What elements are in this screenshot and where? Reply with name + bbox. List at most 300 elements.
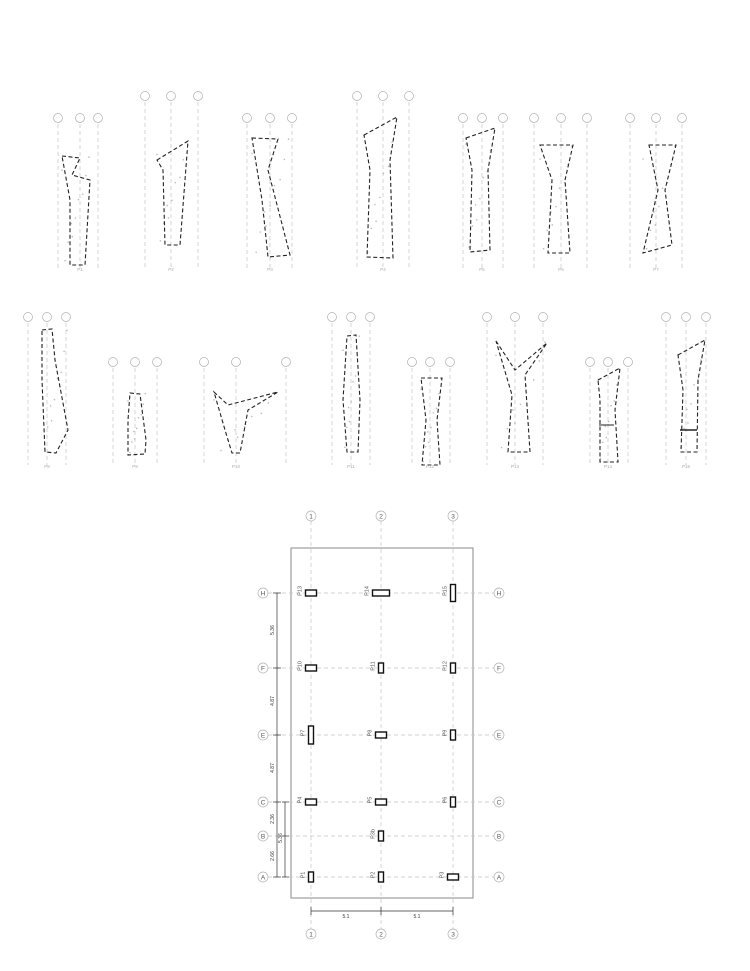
pier-outline xyxy=(598,368,620,462)
axis-bubble xyxy=(557,114,566,123)
construction-mark xyxy=(690,403,692,405)
axis-bubble xyxy=(626,114,635,123)
construction-mark xyxy=(533,379,535,381)
construction-mark xyxy=(288,138,290,140)
pier-label: P11 xyxy=(370,661,377,671)
construction-mark xyxy=(129,452,131,454)
pier-outline xyxy=(364,117,397,258)
pier-P12 xyxy=(443,661,456,673)
axis-bubble-label: 2 xyxy=(379,513,383,521)
axis-bubble-top-3 xyxy=(448,511,458,521)
axis-bubble xyxy=(43,313,52,322)
construction-mark xyxy=(383,173,385,175)
axis-bubble xyxy=(347,313,356,322)
construction-mark xyxy=(70,223,72,225)
construction-mark xyxy=(156,154,158,156)
construction-mark xyxy=(264,211,266,213)
pier-label: P15 xyxy=(442,586,449,596)
construction-mark xyxy=(697,378,699,380)
construction-mark xyxy=(251,153,253,155)
axis-bubble xyxy=(583,114,592,123)
construction-mark xyxy=(600,457,602,459)
construction-mark xyxy=(551,224,553,226)
elevation-P7 xyxy=(626,114,687,273)
construction-mark xyxy=(51,420,53,422)
construction-mark xyxy=(261,413,263,415)
axis-bubble-right-B xyxy=(494,831,504,841)
axis-bubble xyxy=(54,114,63,123)
pier-outline xyxy=(214,392,278,453)
axis-bubble-left-B xyxy=(258,831,268,841)
construction-mark xyxy=(179,177,181,179)
construction-mark xyxy=(428,442,430,444)
axis-bubble xyxy=(586,358,595,367)
pier-P15 xyxy=(443,585,456,602)
construction-mark xyxy=(539,360,541,362)
pier-outline xyxy=(252,138,290,257)
axis-bubble xyxy=(446,358,455,367)
pier-P14 xyxy=(365,586,390,596)
construction-mark xyxy=(344,447,346,449)
axis-bubble xyxy=(530,114,539,123)
axis-bubble xyxy=(200,358,209,367)
construction-mark xyxy=(479,198,481,200)
construction-mark xyxy=(274,185,276,187)
construction-mark xyxy=(388,166,390,168)
construction-mark xyxy=(279,179,281,181)
elevation-label: P11 xyxy=(347,464,355,469)
axis-bubble-bottom-3 xyxy=(448,929,458,939)
axis-bubble xyxy=(678,114,687,123)
dimension-value: 2.66 xyxy=(270,851,276,861)
construction-mark xyxy=(375,221,377,223)
construction-mark xyxy=(610,405,612,407)
pier-footing xyxy=(376,732,387,738)
construction-mark xyxy=(64,260,66,262)
construction-mark xyxy=(268,402,270,404)
pier-P11 xyxy=(371,661,384,673)
elevation-P9 xyxy=(109,358,162,470)
axis-bubble xyxy=(702,313,711,322)
axis-bubble xyxy=(408,358,417,367)
pier-label: P6 xyxy=(442,796,449,804)
axis-bubble xyxy=(379,92,388,101)
elevation-P1 xyxy=(54,114,103,273)
construction-mark xyxy=(174,182,176,184)
pier-label: P12 xyxy=(442,661,449,671)
axis-bubble-label: E xyxy=(260,732,266,740)
construction-mark xyxy=(604,425,606,427)
construction-mark xyxy=(654,224,656,226)
dimension-value: 5.1 xyxy=(342,914,350,920)
axis-bubble xyxy=(624,358,633,367)
pier-outline xyxy=(643,145,676,253)
dimension-value: 5.36 xyxy=(270,625,276,635)
axis-bubble-label: 1 xyxy=(309,931,313,939)
elevations-row-2 xyxy=(24,313,711,470)
construction-mark xyxy=(379,197,381,199)
dimension-value: 2.36 xyxy=(270,814,276,824)
axis-bubble-label: F xyxy=(497,665,501,673)
construction-mark xyxy=(144,393,146,395)
axis-bubble xyxy=(353,92,362,101)
axis-bubble xyxy=(24,313,33,322)
axis-bubble xyxy=(266,114,275,123)
pier-outline xyxy=(678,340,705,452)
construction-mark xyxy=(475,204,477,206)
construction-mark xyxy=(284,159,286,161)
construction-mark xyxy=(391,142,393,144)
axis-bubble-label: A xyxy=(260,874,266,882)
construction-mark xyxy=(66,329,68,331)
construction-mark xyxy=(355,375,357,377)
pier-footing xyxy=(376,799,387,805)
axis-bubble xyxy=(652,114,661,123)
axis-bubble xyxy=(478,114,487,123)
axis-bubble xyxy=(167,92,176,101)
elevation-label: P14 xyxy=(603,464,613,469)
construction-mark xyxy=(269,205,271,207)
pier-label: P10 xyxy=(297,661,304,671)
elevation-label: P2 xyxy=(168,267,174,272)
construction-mark xyxy=(420,389,422,391)
axis-bubble-label: H xyxy=(496,590,502,598)
axis-bubble-right-C xyxy=(494,797,504,807)
construction-mark xyxy=(50,405,52,407)
elevation-label: P7 xyxy=(653,267,659,272)
pier-P3 xyxy=(440,872,459,880)
pier-outline xyxy=(496,341,547,452)
construction-mark xyxy=(506,428,508,430)
slab-outline xyxy=(291,548,473,898)
construction-mark xyxy=(346,427,348,429)
pier-label: P9 xyxy=(442,729,449,737)
construction-mark xyxy=(476,219,478,221)
pier-label: P3 xyxy=(439,871,446,879)
axis-bubble-label: C xyxy=(496,799,502,807)
axis-bubble-left-C xyxy=(258,797,268,807)
pier-P8 xyxy=(368,730,387,738)
construction-mark xyxy=(687,422,689,424)
pier-footing xyxy=(379,831,384,841)
construction-mark xyxy=(220,450,222,452)
axis-bubble-label: C xyxy=(260,799,266,807)
axis-bubble-label: 1 xyxy=(309,513,313,521)
construction-mark xyxy=(514,422,516,424)
construction-mark xyxy=(602,441,604,443)
axis-bubble xyxy=(194,92,203,101)
construction-mark xyxy=(544,341,546,343)
axis-bubble-left-E xyxy=(258,730,268,740)
axis-bubble xyxy=(288,114,297,123)
elevation-P12 xyxy=(408,358,455,470)
axis-bubble-bottom-1 xyxy=(306,929,316,939)
axis-bubble-label: 3 xyxy=(451,931,455,939)
construction-mark xyxy=(134,438,136,440)
construction-mark xyxy=(425,446,427,448)
construction-mark xyxy=(47,426,49,428)
construction-mark xyxy=(244,426,246,428)
pier-outline xyxy=(466,128,495,252)
construction-mark xyxy=(613,400,615,402)
pier-footing xyxy=(451,585,456,602)
axis-bubble xyxy=(483,313,492,322)
pier-outline xyxy=(128,393,146,455)
pier-P10 xyxy=(298,661,317,671)
axis-bubble-right-A xyxy=(494,872,504,882)
pier-label: P5 xyxy=(367,796,374,804)
construction-mark xyxy=(350,401,352,403)
pier-footing xyxy=(379,872,384,882)
elevation-label: P4 xyxy=(380,267,386,272)
construction-mark xyxy=(359,335,361,337)
construction-mark xyxy=(127,400,129,402)
dimension-value: 5.36 xyxy=(278,833,284,843)
pier-outline xyxy=(540,145,573,253)
axis-bubble xyxy=(604,358,613,367)
pier-footing xyxy=(451,730,456,740)
axis-bubble xyxy=(511,313,520,322)
axis-bubble-bottom-2 xyxy=(376,929,386,939)
construction-mark xyxy=(143,403,145,405)
axis-bubble xyxy=(499,114,508,123)
construction-mark xyxy=(88,156,90,158)
pier-footing xyxy=(306,799,317,805)
construction-mark xyxy=(260,231,262,233)
construction-mark xyxy=(520,403,522,405)
pier-label: P2 xyxy=(370,871,377,879)
axis-bubble-label: 3 xyxy=(451,513,455,521)
elevation-label: P8 xyxy=(44,464,50,469)
construction-mark xyxy=(662,187,664,189)
pier-footing xyxy=(309,726,314,744)
elevation-P10 xyxy=(200,358,291,470)
construction-mark xyxy=(546,230,548,232)
pier-footing xyxy=(306,590,317,596)
elevations-row-1 xyxy=(54,92,687,273)
elevation-label: P10 xyxy=(231,464,241,469)
construction-mark xyxy=(543,248,545,250)
axis-bubble xyxy=(62,313,71,322)
pier-label: P13 xyxy=(297,586,304,596)
construction-mark xyxy=(141,414,143,416)
axis-bubble-left-H xyxy=(258,588,268,598)
pier-label: P7 xyxy=(300,729,307,737)
pier-footing xyxy=(379,663,384,673)
pier-label: P8 xyxy=(367,729,374,737)
elevation-label: P6 xyxy=(558,267,564,272)
construction-mark xyxy=(438,393,440,395)
elevation-P3 xyxy=(243,114,297,273)
construction-mark xyxy=(352,381,354,383)
axis-bubble xyxy=(366,313,375,322)
axis-bubble-label: F xyxy=(261,665,265,673)
construction-mark xyxy=(482,177,484,179)
elevation-label: P9 xyxy=(132,464,138,469)
pier-P3b xyxy=(371,829,384,841)
axis-bubble xyxy=(153,358,162,367)
pier-outline xyxy=(62,156,90,265)
axis-bubble-label: B xyxy=(496,833,502,841)
elevation-label: P13 xyxy=(510,464,520,469)
axis-bubble xyxy=(232,358,241,367)
construction-mark xyxy=(138,417,140,419)
pier-P13 xyxy=(298,586,317,596)
pier-footing xyxy=(309,872,314,882)
elevation-P4 xyxy=(353,92,414,273)
construction-mark xyxy=(72,236,74,238)
axis-bubble xyxy=(662,313,671,322)
construction-mark xyxy=(370,228,372,230)
pier-label: P4 xyxy=(297,796,304,804)
axis-bubble-left-F xyxy=(258,663,268,673)
construction-mark xyxy=(131,441,133,443)
pier-footing xyxy=(373,590,390,596)
elevation-P2 xyxy=(141,92,203,273)
construction-mark xyxy=(63,351,65,353)
construction-mark xyxy=(427,431,429,433)
axis-bubble-label: B xyxy=(260,833,266,841)
axis-bubble xyxy=(131,358,140,367)
foundation-plan xyxy=(258,511,504,939)
construction-mark xyxy=(166,205,168,207)
axis-bubble-label: A xyxy=(496,874,502,882)
dimension-value: 4.87 xyxy=(270,696,276,706)
axis-bubble-top-2 xyxy=(376,511,386,521)
elevation-label: P5 xyxy=(479,267,485,272)
pier-footing xyxy=(448,874,459,880)
construction-mark xyxy=(646,248,648,250)
pier-label: P1 xyxy=(300,871,307,879)
construction-mark xyxy=(433,412,435,414)
construction-mark xyxy=(436,408,438,410)
pier-outline xyxy=(157,141,188,245)
axis-bubble xyxy=(328,313,337,322)
construction-mark xyxy=(374,204,376,206)
construction-mark xyxy=(348,407,350,409)
pier-outline xyxy=(42,329,68,453)
pier-outline xyxy=(421,378,442,465)
construction-mark xyxy=(686,409,688,411)
elevation-P13 xyxy=(483,313,548,470)
axis-bubble-right-E xyxy=(494,730,504,740)
axis-bubble xyxy=(94,114,103,123)
axis-bubble-right-H xyxy=(494,588,504,598)
axis-bubble xyxy=(243,114,252,123)
construction-mark xyxy=(605,437,607,439)
elevation-P8 xyxy=(24,313,71,470)
construction-mark xyxy=(616,384,618,386)
construction-mark xyxy=(251,416,253,418)
axis-bubble xyxy=(405,92,414,101)
axis-bubble xyxy=(76,114,85,123)
dimension-value: 5.1 xyxy=(413,914,421,920)
pier-label: P14 xyxy=(364,586,371,596)
construction-mark xyxy=(495,355,497,357)
pier-label: P3b xyxy=(370,829,377,839)
construction-mark xyxy=(693,384,695,386)
horizontal-dimensions xyxy=(311,907,453,920)
construction-mark xyxy=(555,206,557,208)
construction-mark xyxy=(265,225,267,227)
construction-mark xyxy=(85,175,87,177)
axis-bubble-top-1 xyxy=(306,511,316,521)
construction-mark xyxy=(82,193,84,195)
construction-mark xyxy=(133,431,135,433)
elevation-P15 xyxy=(662,313,711,470)
construction-mark xyxy=(171,199,173,201)
pier-P5 xyxy=(368,797,387,805)
construction-mark xyxy=(683,428,685,430)
axis-bubble xyxy=(282,358,291,367)
construction-mark xyxy=(649,230,651,232)
construction-mark xyxy=(559,187,561,189)
axis-bubble xyxy=(539,313,548,322)
axis-bubble xyxy=(109,358,118,367)
elevation-P14 xyxy=(586,358,633,470)
pier-P9 xyxy=(443,730,456,740)
elevation-P5 xyxy=(459,114,508,273)
construction-mark xyxy=(136,428,138,430)
pier-footing xyxy=(306,665,317,671)
elevation-label: P3 xyxy=(267,267,273,272)
pier-footing xyxy=(451,797,456,807)
elevation-P6 xyxy=(530,114,592,273)
construction-mark xyxy=(67,241,69,243)
elevation-label: P12 xyxy=(425,464,435,469)
axis-bubble xyxy=(426,358,435,367)
construction-mark xyxy=(183,159,185,161)
axis-bubble-label: E xyxy=(496,732,502,740)
construction-mark xyxy=(348,421,350,423)
construction-mark xyxy=(61,169,63,171)
construction-mark xyxy=(472,225,474,227)
vertical-dimensions xyxy=(270,593,289,877)
axis-bubble-right-F xyxy=(494,663,504,673)
elevation-label: P1 xyxy=(77,267,83,272)
construction-mark xyxy=(60,372,62,374)
construction-mark xyxy=(501,447,503,449)
construction-mark xyxy=(75,217,77,219)
axis-bubble-label: H xyxy=(260,590,266,598)
dimension-value: 4.87 xyxy=(270,763,276,773)
construction-mark xyxy=(78,199,80,201)
construction-mark xyxy=(700,359,702,361)
construction-mark xyxy=(213,399,215,401)
axis-bubble-label: 2 xyxy=(379,931,383,939)
construction-mark xyxy=(54,399,56,401)
construction-mark xyxy=(168,217,170,219)
construction-mark xyxy=(512,409,514,411)
construction-mark xyxy=(255,251,257,253)
construction-mark xyxy=(237,436,239,438)
elevation-label: P15 xyxy=(681,464,691,469)
construction-mark xyxy=(642,158,644,160)
axis-bubble xyxy=(141,92,150,101)
axis-bubble xyxy=(682,313,691,322)
construction-mark xyxy=(608,421,610,423)
construction-mark xyxy=(160,240,162,242)
construction-mark xyxy=(539,158,541,160)
axis-bubble-left-A xyxy=(258,872,268,882)
construction-mark xyxy=(658,206,660,208)
pier-outline xyxy=(343,335,360,452)
pier-P4 xyxy=(298,797,317,805)
construction-mark xyxy=(342,349,344,351)
construction-mark xyxy=(430,427,432,429)
elevation-P11 xyxy=(328,313,375,470)
pier-footing xyxy=(451,663,456,673)
